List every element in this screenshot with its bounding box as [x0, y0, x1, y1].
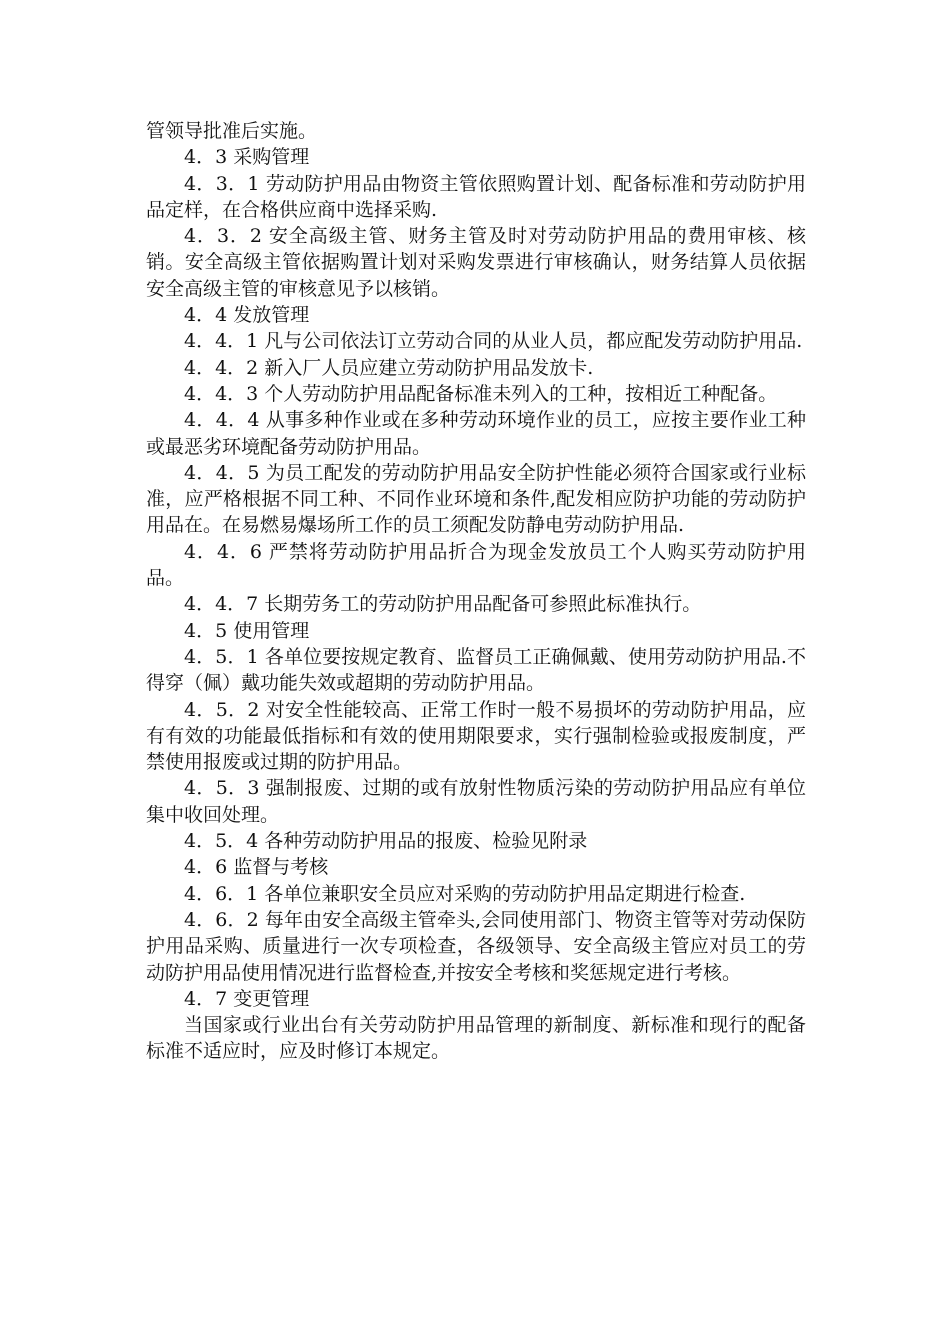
document-paragraph: 4．4．2 新入厂人员应建立劳动防护用品发放卡.	[184, 356, 594, 379]
document-paragraph: 4．4．6 严禁将劳动防护用品折合为现金发放员工个人购买劳动防护用品。	[146, 540, 806, 590]
document-paragraph: 4．4 发放管理	[184, 304, 310, 327]
document-paragraph: 4．3．1 劳动防护用品由物资主管依照购置计划、配备标准和劳动防护用品定样，在合格供应商中选择采购.	[146, 172, 806, 221]
document-paragraph: 当国家或行业出台有关劳动防护用品管理的新制度、新标准和现行的配备标准不适应时，应及时修订本规定。	[146, 1014, 806, 1063]
document-body	[146, 118, 806, 1065]
document-paragraph: 4．3 采购管理	[184, 146, 310, 169]
document-paragraph: 管领导批准后实施。	[146, 120, 318, 142]
document-paragraph: 4．4．3 个人劳动防护用品配备标准未列入的工种，按相近工种配备。	[184, 382, 778, 405]
document-paragraph: 4．5．2 对安全性能较高、正常工作时一般不易损坏的劳动防护用品，应有有效的功能最低指标和有效的使用期限要求，实行强制检验或报废制度，严禁使用报废或过期的防护用品。	[146, 698, 806, 774]
document-paragraph: 4．4．1 凡与公司依法订立劳动合同的从业人员，都应配发劳动防护用品.	[184, 330, 803, 353]
document-paragraph: 4．4．5 为员工配发的劳动防护用品安全防护性能必须符合国家或行业标准，应严格根据不同工种、不同作业环境和条件,配发相应防护功能的劳动防护用品在。在易燃易爆场所工作的员工须配发防静电劳动防护用品.	[146, 461, 806, 537]
document-paragraph: 4．5．4 各种劳动防护用品的报废、检验见附录	[184, 830, 588, 853]
document-paragraph: 4．5．3 强制报废、过期的或有放射性物质污染的劳动防护用品应有单位集中收回处理。	[146, 777, 806, 826]
document-paragraph: 4．3．2 安全高级主管、财务主管及时对劳动防护用品的费用审核、核销。安全高级主管依据购置计划对采购发票进行审核确认，财务结算人员依据安全高级主管的审核意见予以核销。	[146, 225, 806, 300]
document-paragraph: 4．6 监督与考核	[184, 856, 329, 879]
document-paragraph: 4．4．7 长期劳务工的劳动防护用品配备可参照此标准执行。	[184, 593, 702, 616]
document-paragraph: 4．4．4 从事多种作业或在多种劳动环境作业的员工，应按主要作业工种或最恶劣环境配备劳动防护用品。	[146, 409, 806, 458]
document-paragraph: 4．6．1 各单位兼职安全员应对采购的劳动防护用品定期进行检查.	[184, 882, 746, 905]
document-paragraph: 4．6．2 每年由安全高级主管牵头,会同使用部门、物资主管等对劳动保防护用品采购、质量进行一次专项检查，各级领导、安全高级主管应对员工的劳动防护用品使用情况进行监督检查,并按安全考核和奖惩规定进行考核。	[146, 908, 806, 984]
document-paragraph: 4．5 使用管理	[184, 619, 310, 642]
document-paragraph: 4．7 变更管理	[184, 987, 310, 1010]
document-paragraph: 4．5．1 各单位要按规定教育、监督员工正确佩戴、使用劳动防护用品.不得穿（佩）戴功能失效或超期的劳动防护用品。	[146, 645, 806, 695]
